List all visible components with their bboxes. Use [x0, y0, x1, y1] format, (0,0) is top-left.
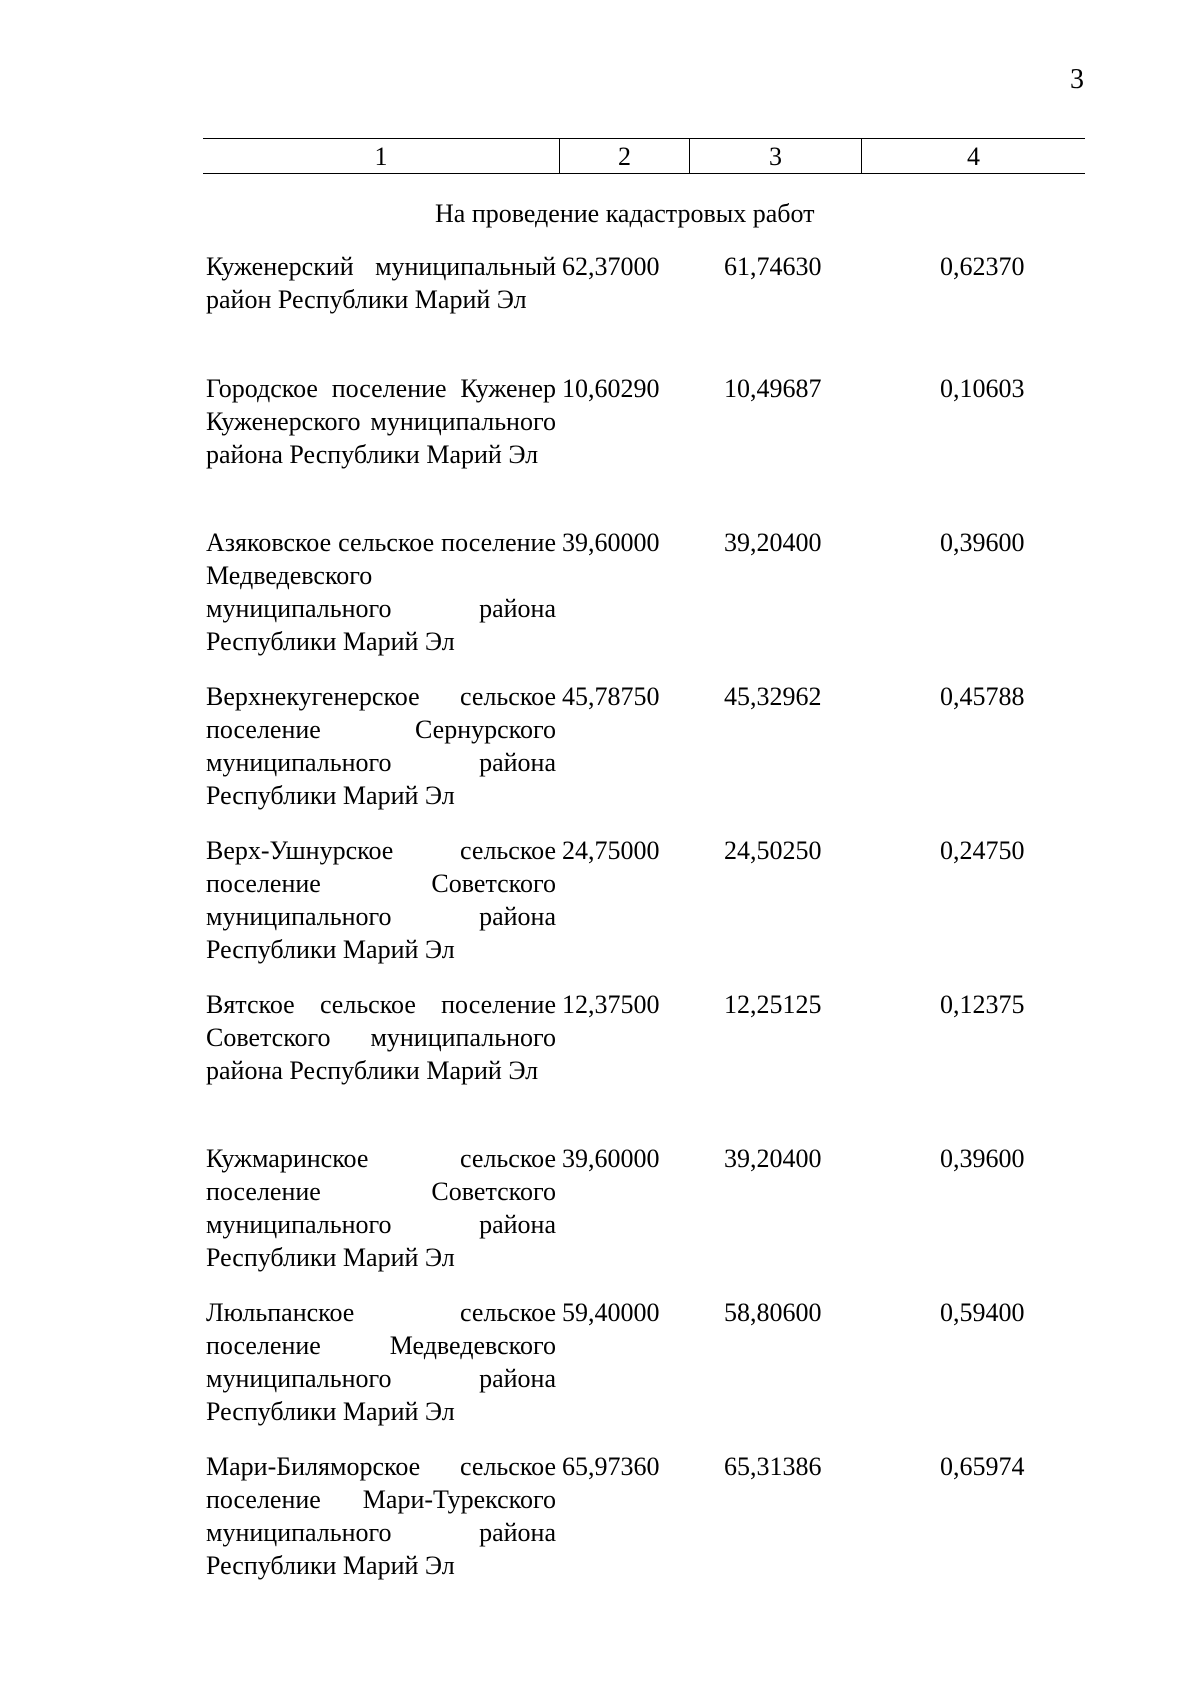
row-value-col3: 58,80600: [724, 1298, 822, 1327]
table-row: [206, 988, 1086, 1142]
row-value-col3: 39,20400: [724, 1144, 822, 1173]
row-value-col2: 65,97360: [562, 1452, 660, 1481]
row-value-col2: 12,37500: [562, 990, 660, 1019]
row-value-col2: 45,78750: [562, 682, 660, 711]
table-row: [206, 250, 1086, 372]
column-header-1: 1: [374, 142, 388, 171]
row-value-col3: 45,32962: [724, 682, 822, 711]
row-value-col4: 0,39600: [940, 1144, 1025, 1173]
row-value-col2: 39,60000: [562, 528, 660, 557]
section-title: На проведение кадастровых работ: [435, 199, 815, 228]
row-value-col3: 39,20400: [724, 528, 822, 557]
table-row: [206, 372, 1086, 526]
table-header: [203, 138, 1085, 174]
row-value-col3: 61,74630: [724, 252, 822, 281]
table-row: [206, 834, 1086, 988]
table-row: [206, 680, 1086, 834]
row-name: Городское поселение Куженер Куженерского муниципального района Республики Марий Эл: [206, 374, 556, 469]
row-value-col4: 0,10603: [940, 374, 1025, 403]
row-name: Куженерский муниципальный район Республики Марий Эл: [206, 252, 556, 314]
row-name: Люльпанское сельское поселение Медведевского муниципального района Республики Марий Эл: [206, 1298, 556, 1426]
table-row: [206, 526, 1086, 680]
table-row: [206, 1142, 1086, 1296]
row-value-col2: 62,37000: [562, 252, 660, 281]
row-name: Верх-Ушнурское сельское поселение Советского муниципального района Республики Марий Эл: [206, 836, 556, 964]
row-value-col2: 10,60290: [562, 374, 660, 403]
table-row: [206, 1450, 1086, 1604]
row-value-col2: 24,75000: [562, 836, 660, 865]
row-value-col3: 24,50250: [724, 836, 822, 865]
row-value-col3: 12,25125: [724, 990, 822, 1019]
column-header-2: 2: [559, 139, 689, 173]
page-number: 3: [1070, 64, 1084, 95]
table-row: [206, 1296, 1086, 1450]
row-name: Азяковское сельское поселение Медведевского муниципального района Республики Марий Эл: [206, 528, 556, 656]
row-name: Вятское сельское поселение Советского муниципального района Республики Марий Эл: [206, 990, 556, 1085]
row-value-col4: 0,62370: [940, 252, 1025, 281]
row-value-col4: 0,45788: [940, 682, 1025, 711]
row-name: Верхнекугенерское сельское поселение Сернурского муниципального района Республики Марий Эл: [206, 682, 556, 810]
row-name: Кужмаринское сельское поселение Советского муниципального района Республики Марий Эл: [206, 1144, 556, 1272]
row-value-col4: 0,12375: [940, 990, 1025, 1019]
row-value-col4: 0,65974: [940, 1452, 1025, 1481]
row-value-col3: 10,49687: [724, 374, 822, 403]
row-value-col4: 0,59400: [940, 1298, 1025, 1327]
row-value-col4: 0,39600: [940, 528, 1025, 557]
column-header-3: 3: [689, 139, 861, 173]
column-header-4: 4: [861, 139, 1085, 173]
row-value-col4: 0,24750: [940, 836, 1025, 865]
table-body: [206, 250, 1086, 1604]
row-value-col2: 59,40000: [562, 1298, 660, 1327]
row-value-col3: 65,31386: [724, 1452, 822, 1481]
row-value-col2: 39,60000: [562, 1144, 660, 1173]
row-name: Мари-Биляморское сельское поселение Мари-Турекского муниципального района Республики Марий Эл: [206, 1452, 556, 1580]
